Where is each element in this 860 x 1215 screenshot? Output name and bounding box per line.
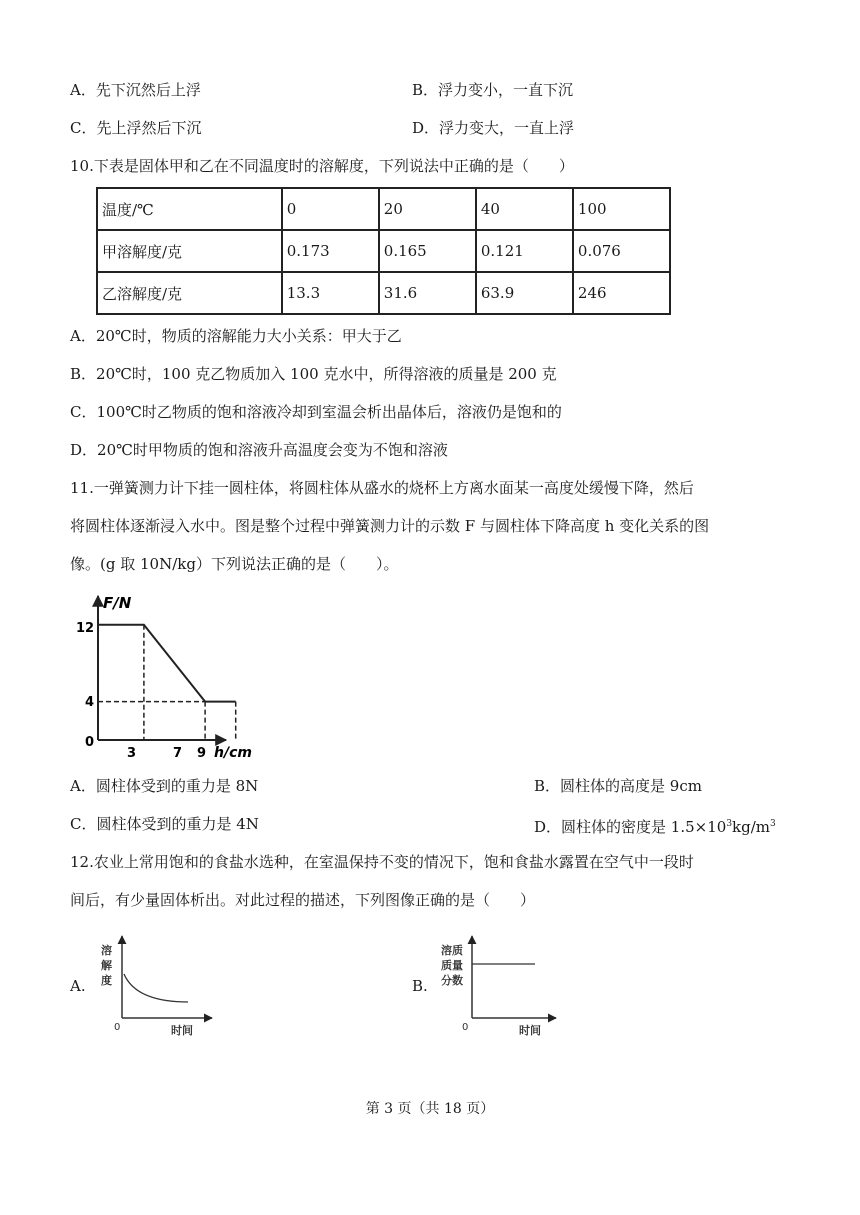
force-line xyxy=(98,625,236,702)
y-tick-label: 12 xyxy=(76,621,95,636)
y-axis-label: F/N xyxy=(103,594,132,612)
solubility-time-graph xyxy=(96,930,216,1042)
q11-stem-line-2: 将圆柱体逐渐浸入水中。图是整个过程中弹簧测力计的示数 F 与圆柱体下降高度 h 变化关系的图 xyxy=(70,517,710,535)
table-cell: 0.076 xyxy=(573,230,670,272)
option-d-text: D．圆柱体的密度是 1.5×10 xyxy=(534,818,727,836)
origin-label: 0 xyxy=(114,1022,121,1033)
q9-option-b: B．浮力变小，一直下沉 xyxy=(412,81,574,99)
q10-option-a: A．20℃时，物质的溶解能力大小关系：甲大于乙 xyxy=(70,327,402,345)
q11-stem-line-1: 11.一弹簧测力计下挂一圆柱体，将圆柱体从盛水的烧杯上方离水面某一高度处缓慢下降，然后 xyxy=(70,479,694,497)
x-tick-label: 7 xyxy=(173,746,183,761)
y-axis-label: 溶 xyxy=(101,944,112,957)
x-tick-label: 9 xyxy=(197,746,207,761)
table-cell: 温度/℃ xyxy=(97,188,282,230)
q11-option-d xyxy=(534,814,776,837)
table-cell: 63.9 xyxy=(476,272,573,314)
table-cell: 乙溶解度/克 xyxy=(97,272,282,314)
table-cell: 20 xyxy=(379,188,476,230)
q12-option-a-label: A. xyxy=(70,977,86,995)
q12-stem-line-2: 间后，有少量固体析出。对此过程的描述，下列图像正确的是（ ） xyxy=(70,891,536,909)
unit: kg/m xyxy=(732,818,771,836)
q11-option-a: A．圆柱体受到的重力是 8N xyxy=(70,777,259,795)
q10-option-c: C．100℃时乙物质的饱和溶液冷却到室温会析出晶体后，溶液仍是饱和的 xyxy=(70,403,562,421)
y-axis-label: 解 xyxy=(101,959,112,972)
q11-option-c: C．圆柱体受到的重力是 4N xyxy=(70,815,259,833)
table-cell: 0.173 xyxy=(282,230,379,272)
y-axis-label: 溶质 xyxy=(441,944,463,957)
q9-option-d: D．浮力变大，一直上浮 xyxy=(412,119,575,137)
x-axis-label: 时间 xyxy=(519,1024,541,1037)
solubility-table xyxy=(96,187,671,315)
force-height-graph xyxy=(76,590,276,762)
y-axis-label: 度 xyxy=(101,974,112,987)
x-tick-label: 3 xyxy=(127,746,137,761)
table-row xyxy=(97,272,670,314)
q9-option-a: A．先下沉然后上浮 xyxy=(70,81,201,99)
table-cell: 13.3 xyxy=(282,272,379,314)
table-cell: 40 xyxy=(476,188,573,230)
origin-label: 0 xyxy=(85,735,95,750)
table-cell: 31.6 xyxy=(379,272,476,314)
page-footer: 第 3 页（共 18 页） xyxy=(365,1101,495,1117)
q11-option-b: B．圆柱体的高度是 9cm xyxy=(534,777,702,795)
y-tick-label: 4 xyxy=(85,695,95,710)
table-cell: 100 xyxy=(573,188,670,230)
table-row xyxy=(97,188,670,230)
exponent: 3 xyxy=(770,819,776,829)
q12-option-b-label: B. xyxy=(412,977,428,995)
q11-stem-line-3: 像。(g 取 10N/kg）下列说法正确的是（ ）。 xyxy=(70,555,399,573)
q10-option-b: B．20℃时，100 克乙物质加入 100 克水中，所得溶液的质量是 200 克 xyxy=(70,365,557,383)
q10-stem: 10.下表是固体甲和乙在不同温度时的溶解度，下列说法中正确的是（ ） xyxy=(70,157,574,175)
table-cell: 0.165 xyxy=(379,230,476,272)
q9-option-c: C．先上浮然后下沉 xyxy=(70,119,202,137)
q12-stem-line-1: 12.农业上常用饱和的食盐水选种，在室温保持不变的情况下，饱和食盐水露置在空气中一段时 xyxy=(70,853,694,871)
x-axis-label: h/cm xyxy=(214,745,252,761)
q10-option-d: D．20℃时甲物质的饱和溶液升高温度会变为不饱和溶液 xyxy=(70,441,448,459)
y-axis-label: 分数 xyxy=(441,974,463,987)
exponent: 3 xyxy=(726,819,733,829)
y-axis-label: 质量 xyxy=(441,959,463,972)
table-cell: 甲溶解度/克 xyxy=(97,230,282,272)
origin-label: 0 xyxy=(462,1022,469,1033)
table-cell: 0 xyxy=(282,188,379,230)
table-row xyxy=(97,230,670,272)
mass-fraction-time-graph xyxy=(438,930,558,1042)
table-cell: 246 xyxy=(573,272,670,314)
x-axis-label: 时间 xyxy=(171,1024,193,1037)
solubility-curve xyxy=(124,974,188,1002)
table-cell: 0.121 xyxy=(476,230,573,272)
